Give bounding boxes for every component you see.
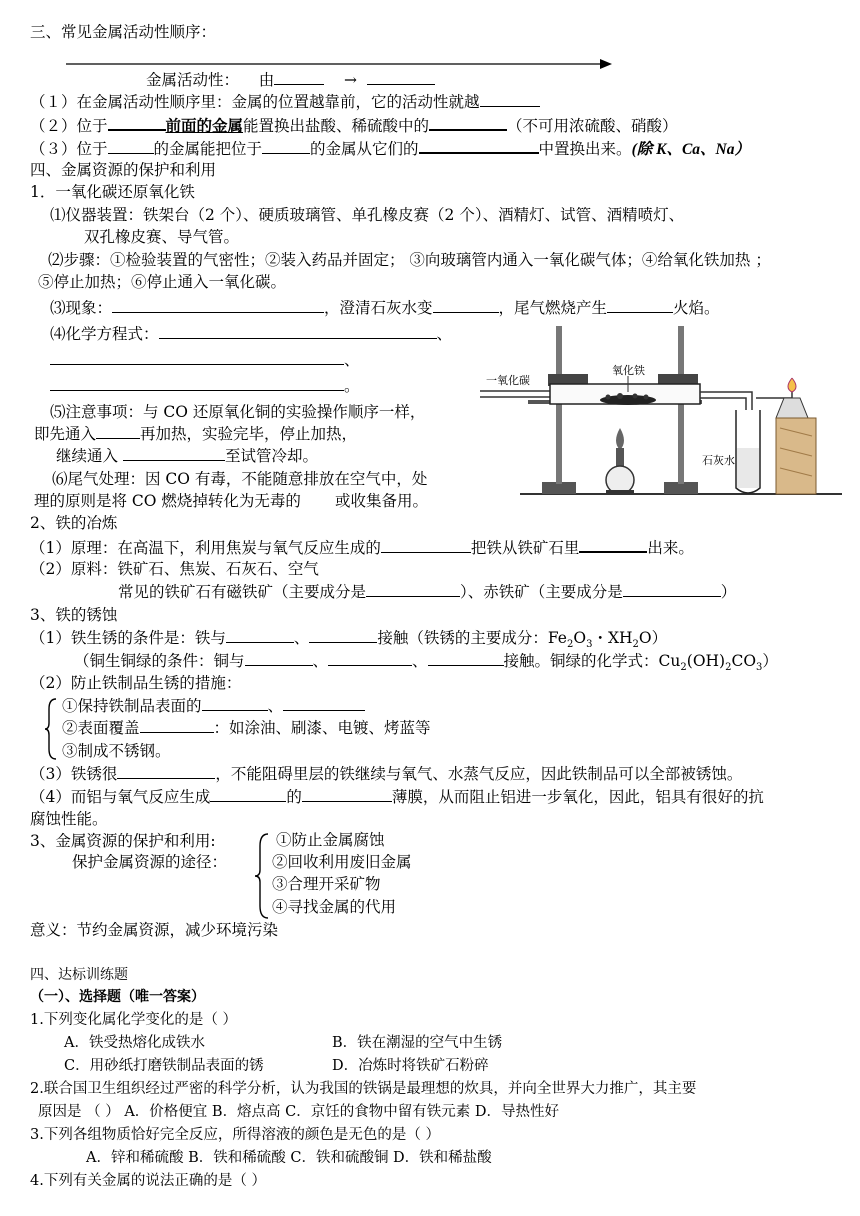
way-item: ②回收利用废旧金属	[272, 853, 412, 871]
drill-title: 四、达标训练题	[30, 967, 128, 983]
brace-icon	[254, 832, 270, 920]
ways-label: 保护金属资源的途径：	[72, 853, 228, 871]
aluminum-line: （4）而铝与氧气反应生成 的 薄膜，从而阻止铝进一步氧化，因此，铝具有很好的抗	[30, 788, 764, 806]
prevent-3: ③制成不锈钢。	[62, 742, 171, 760]
question-1: 1.下列变化属化学变化的是（ ）	[30, 1012, 237, 1028]
prevent-2: ②表面覆盖 ：如涂油、刷漆、电镀、烤蓝等	[62, 719, 431, 737]
question-2-options: 原因是 （ ） A．价格便宜 B．熔点高 C．京饪的食物中留有铁元素 D．导热性好	[38, 1104, 559, 1120]
limewater-label: 石灰水	[702, 454, 735, 467]
exhaust-line-2: 理的原则是将 CO 燃烧掉转化为无毒的 或收集备用。	[34, 492, 428, 510]
notes-line-2: 即先通入 再加热，实验完毕，停止加热，	[34, 425, 358, 443]
subsection-title: 3、金属资源的保护和利用:	[30, 832, 216, 850]
equation-line-2: 、	[50, 350, 360, 370]
way-item: ③合理开采矿物	[272, 875, 381, 893]
prevent-1: ①保持铁制品表面的 、	[62, 696, 365, 716]
apparatus-text-2: 双孔橡皮赛、导气管。	[84, 228, 240, 246]
question-2: 2.联合国卫生组织经过严密的科学分析，认为我国的铁锅是最理想的炊具，并向全世界大力推广，其主要	[30, 1081, 697, 1097]
equation-line-1: ⑷化学方程式： 、	[50, 325, 453, 343]
copper-condition: （铜生铜绿的条件：铜与 、 、 接触。铜绿的化学式：$Cu_2(OH)_2CO_3$）	[74, 652, 778, 674]
question-3: 3.下列各组物质恰好完全反应，所得溶液的颜色是无色的是（ ）	[30, 1127, 440, 1143]
phenomenon-line: ⑶现象： ，澄清石灰水变 ，尾气燃烧产生 火焰。	[50, 299, 720, 317]
brace-icon	[44, 697, 58, 761]
q1-option-a: A．铁受热熔化成铁水	[64, 1035, 205, 1051]
aluminum-line-2: 腐蚀性能。	[30, 810, 108, 828]
fe2o3-label: 氧化铁	[612, 364, 645, 377]
subsection-title: 3、铁的锈蚀	[30, 606, 118, 624]
q1-option-c: C．用砂纸打磨铁制品表面的锈	[64, 1058, 264, 1074]
equation-line-3: 。	[50, 376, 360, 396]
notes-line-3: 继续通入 至试管冷却。	[56, 447, 318, 465]
principle-line: （1）原理：在高温下，利用焦炭与氧气反应生成的 把铁从铁矿石里 出来。	[30, 539, 694, 557]
q1-option-d: D．冶炼时将铁矿石粉碎	[332, 1058, 489, 1074]
steps-text-2: ⑤停止加热；⑥停止通入一氧化碳。	[38, 273, 287, 291]
section-title: 四、金属资源的保护和利用	[30, 161, 217, 179]
q1-option-b: B．铁在潮湿的空气中生锈	[332, 1035, 503, 1051]
apparatus-diagram	[480, 318, 845, 500]
co-label: 一氧化碳	[486, 374, 530, 387]
rule-3: （３）位于 的金属能把位于 的金属从它们的 中置换出来。(除 K、Ca、Na）	[30, 140, 750, 158]
question-4: 4.下列有关金属的说法正确的是（ ）	[30, 1173, 266, 1189]
prevent-title: （2）防止铁制品生锈的措施：	[30, 674, 242, 692]
steps-text: ⑵步骤：①检验装置的气密性；②装入药品并固定； ③向玻璃管内通入一氧化碳气体；④给氧化铁加热 ；	[48, 251, 771, 269]
meaning-line: 意义：节约金属资源，减少环境污染	[30, 921, 279, 939]
subsection-title: 2、铁的冶炼	[30, 514, 118, 532]
choice-title: （一）、选择题（唯一答案）	[30, 989, 205, 1005]
activity-line: 金属活动性： 由 →	[146, 70, 435, 90]
subsection-title: 1．一氧化碳还原氧化铁	[30, 183, 195, 201]
rust-condition: （1）铁生锈的条件是：铁与 、 接触（铁锈的主要成分：$Fe_2O_3$・$XH_2O$）	[30, 629, 668, 651]
way-item: ④寻找金属的代用	[272, 898, 397, 916]
ore-line: 常见的铁矿石有磁铁矿（主要成分是 ）、赤铁矿（主要成分是 ）	[118, 583, 737, 601]
notes-line-1: ⑸注意事项：与 CO 还原氧化铜的实验操作顺序一样，	[50, 403, 426, 421]
apparatus-text: ⑴仪器装置：铁架台（2 个）、硬质玻璃管、单孔橡皮赛（2 个）、酒精灯、试管、酒精喷灯、	[50, 206, 685, 224]
rule-1: （１）在金属活动性顺序里：金属的位置越靠前，它的活动性就越	[30, 92, 540, 112]
materials-line: （2）原料：铁矿石、焦炭、石灰石、空气	[30, 560, 319, 578]
rule-2: （２）位于 前面的金属能置换出盐酸、稀硫酸中的 （不可用浓硫酸、硝酸）	[30, 116, 678, 135]
rust-loose: （3）铁锈很 ，不能阻碍里层的铁继续与氧气、水蒸气反应，因此铁制品可以全部被锈蚀。	[30, 765, 743, 783]
question-3-options: A．锌和稀硫酸 B．铁和稀硫酸 C．铁和硫酸铜 D．铁和稀盐酸	[86, 1150, 492, 1166]
section-title: 三、常见金属活动性顺序：	[30, 23, 217, 41]
way-item: ①防止金属腐蚀	[276, 831, 385, 849]
exhaust-line-1: ⑹尾气处理：因 CO 有毒，不能随意排放在空气中，处	[52, 470, 428, 488]
